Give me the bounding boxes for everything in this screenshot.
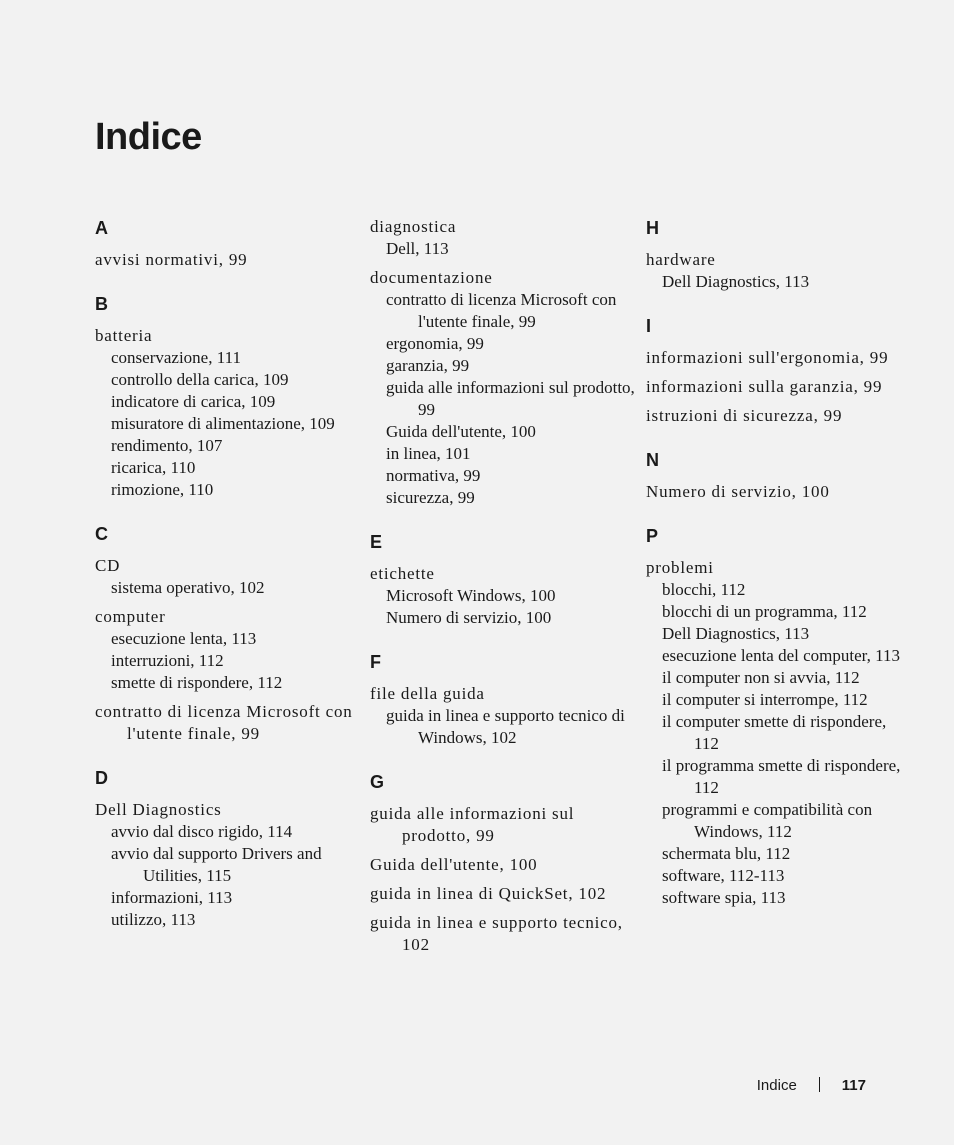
section-letter: P bbox=[646, 526, 659, 546]
index-subentry: programmi e compatibilità con Windows, 112 bbox=[662, 800, 873, 841]
index-entry: istruzioni di sicurezza, 99 bbox=[646, 406, 843, 425]
index-entry: batteria bbox=[95, 326, 153, 345]
index-subentry: conservazione, 111 bbox=[111, 348, 241, 367]
index-entry: CD bbox=[95, 556, 121, 575]
section-letter: D bbox=[95, 768, 108, 788]
page-number: 117 bbox=[841, 1077, 866, 1094]
index-subentry: smette di rispondere, 112 bbox=[111, 673, 283, 692]
index-subentry: avvio dal supporto Drivers and Utilities, 115 bbox=[111, 844, 322, 885]
index-subentry: Dell, 113 bbox=[386, 239, 449, 258]
index-entry: file della guida bbox=[370, 684, 485, 703]
section-letter: N bbox=[646, 450, 659, 470]
index-subentry: blocchi, 112 bbox=[662, 580, 746, 599]
footer-label: Indice bbox=[756, 1077, 797, 1094]
index-subentry: controllo della carica, 109 bbox=[111, 370, 289, 389]
page-title: Indice bbox=[95, 116, 202, 158]
index-subentry: guida alle informazioni sul prodotto, 99 bbox=[386, 378, 635, 419]
index-column-1 bbox=[95, 216, 360, 931]
index-entry: informazioni sulla garanzia, 99 bbox=[646, 377, 883, 396]
index-subentry: informazioni, 113 bbox=[111, 888, 233, 907]
index-subentry: software, 112-113 bbox=[662, 866, 785, 885]
index-entry: avvisi normativi, 99 bbox=[95, 250, 248, 269]
index-entry: etichette bbox=[370, 564, 435, 583]
index-subentry: sicurezza, 99 bbox=[386, 488, 475, 507]
section-letter: E bbox=[370, 532, 383, 552]
index-subentry: Numero di servizio, 100 bbox=[386, 608, 552, 627]
index-entry: hardware bbox=[646, 250, 716, 269]
index-subentry: utilizzo, 113 bbox=[111, 910, 196, 929]
index-subentry: Microsoft Windows, 100 bbox=[386, 586, 556, 605]
index-entry: guida alle informazioni sul prodotto, 99 bbox=[370, 804, 575, 845]
section-letter: H bbox=[646, 218, 659, 238]
index-subentry: interruzioni, 112 bbox=[111, 651, 224, 670]
section-letter: G bbox=[370, 772, 385, 792]
page-footer bbox=[757, 1076, 866, 1096]
index-subentry: Dell Diagnostics, 113 bbox=[662, 272, 810, 291]
index-entry: guida in linea e supporto tecnico, 102 bbox=[370, 913, 623, 954]
section-letter: A bbox=[95, 218, 108, 238]
index-entry: diagnostica bbox=[370, 217, 457, 236]
index-subentry: indicatore di carica, 109 bbox=[111, 392, 276, 411]
index-subentry: misuratore di alimentazione, 109 bbox=[111, 414, 335, 433]
index-subentry: rimozione, 110 bbox=[111, 480, 214, 499]
index-subentry: in linea, 101 bbox=[386, 444, 471, 463]
index-subentry: il computer smette di rispondere, 112 bbox=[662, 712, 887, 753]
index-entry: guida in linea di QuickSet, 102 bbox=[370, 884, 607, 903]
index-column-2 bbox=[370, 216, 635, 956]
index-subentry: avvio dal disco rigido, 114 bbox=[111, 822, 293, 841]
index-entry: computer bbox=[95, 607, 166, 626]
index-subentry: normativa, 99 bbox=[386, 466, 481, 485]
section-letter: C bbox=[95, 524, 108, 544]
index-subentry: guida in linea e supporto tecnico di Windows, 102 bbox=[386, 706, 625, 747]
index-entry: problemi bbox=[646, 558, 714, 577]
index-column-3 bbox=[646, 216, 911, 909]
index-subentry: sistema operativo, 102 bbox=[111, 578, 265, 597]
index-subentry: esecuzione lenta, 113 bbox=[111, 629, 257, 648]
index-subentry: Guida dell'utente, 100 bbox=[386, 422, 536, 441]
index-subentry: il computer si interrompe, 112 bbox=[662, 690, 868, 709]
index-subentry: il computer non si avvia, 112 bbox=[662, 668, 860, 687]
index-entry: Numero di servizio, 100 bbox=[646, 482, 830, 501]
index-subentry: schermata blu, 112 bbox=[662, 844, 791, 863]
index-entry: Guida dell'utente, 100 bbox=[370, 855, 538, 874]
index-entry: informazioni sull'ergonomia, 99 bbox=[646, 348, 889, 367]
index-entry: Dell Diagnostics bbox=[95, 800, 222, 819]
section-letter: B bbox=[95, 294, 108, 314]
index-subentry: blocchi di un programma, 112 bbox=[662, 602, 867, 621]
section-letter: F bbox=[370, 652, 381, 672]
index-subentry: software spia, 113 bbox=[662, 888, 786, 907]
footer-divider bbox=[819, 1077, 820, 1092]
index-subentry: contratto di licenza Microsoft con l'utente finale, 99 bbox=[386, 290, 617, 331]
index-subentry: il programma smette di rispondere, 112 bbox=[662, 756, 901, 797]
section-letter: I bbox=[646, 316, 652, 336]
index-subentry: ergonomia, 99 bbox=[386, 334, 484, 353]
index-subentry: Dell Diagnostics, 113 bbox=[662, 624, 810, 643]
index-subentry: ricarica, 110 bbox=[111, 458, 196, 477]
index-subentry: garanzia, 99 bbox=[386, 356, 470, 375]
index-subentry: esecuzione lenta del computer, 113 bbox=[662, 646, 901, 665]
index-subentry: rendimento, 107 bbox=[111, 436, 223, 455]
index-entry: contratto di licenza Microsoft con l'utente finale, 99 bbox=[95, 702, 353, 743]
index-entry: documentazione bbox=[370, 268, 493, 287]
